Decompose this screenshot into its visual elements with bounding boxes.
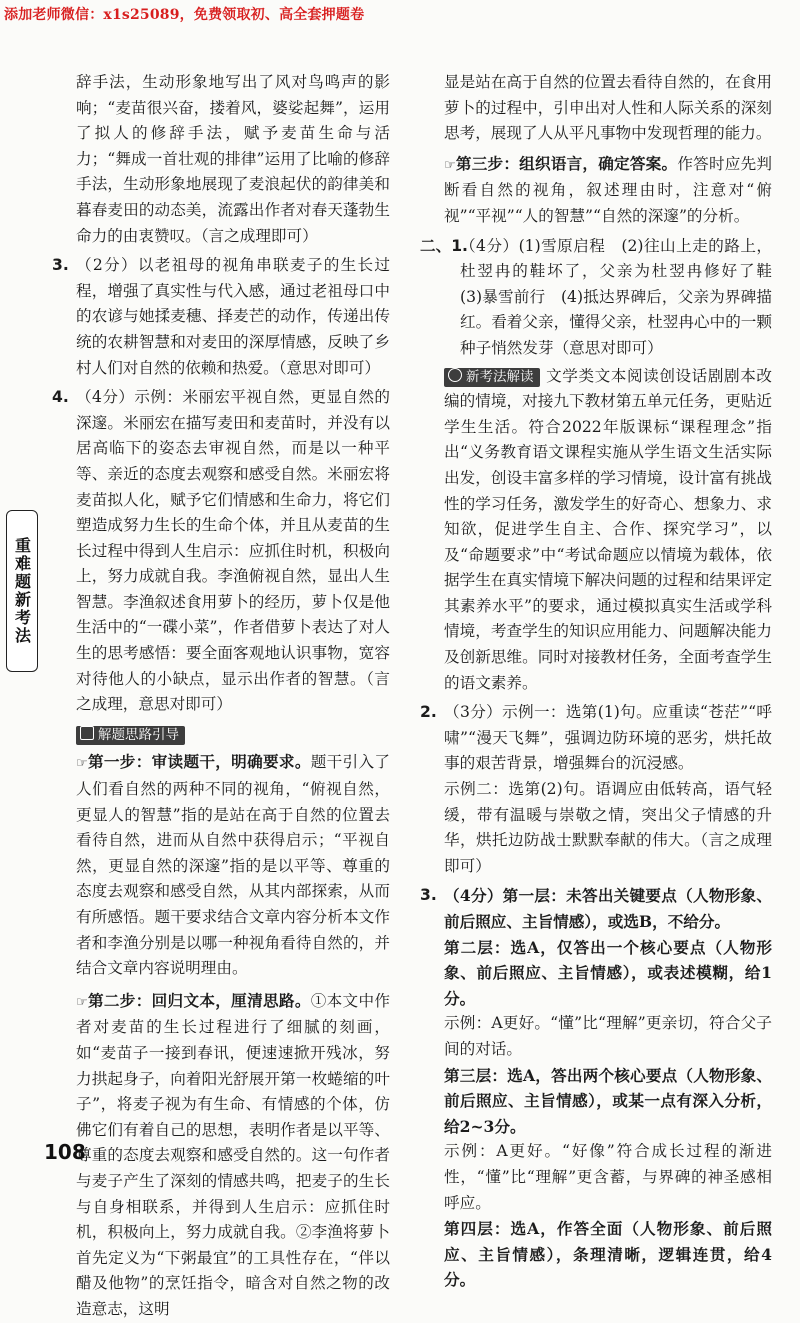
item-text: （4分）(1)雪原启程 (2)往山上走的路上，杜翌冉的鞋坏了，父亲为杜翌冉修好了鞋 (3)暴雪前行 (4)抵达界碑后，父亲为界碑描红。看着父亲，懂得父亲，杜翌冉心中的一颗种子悄然发芽（意思对即可） xyxy=(460,236,788,357)
level-1: （4分）第一层：未答出关键要点（人物形象、前后照应、主旨情感），或选B，不给分。 xyxy=(444,886,772,931)
step-text: 题干引入了人们看自然的两种不同的视角，“俯视自然，更显人的智慧”指的是站在高于自然的位置去看待自然，进而从自然中获得启示；“平视自然，更显自然的深邃”指的是以平等、尊重的态度去观察和感受自然，从其内部探索，从而有所感悟。题干要求结合文章内容分析本文作者和李渔分别是以哪一种视角看待自然的，并结合文章内容说明理由。 xyxy=(76,753,390,978)
section-2-item-1 xyxy=(420,234,788,362)
item-number: 二、1. xyxy=(420,236,468,255)
page-number: 108 xyxy=(44,1140,86,1164)
step-text: ①本文中作者对麦苗的生长过程进行了细腻的刻画，如“麦苗子一接到春讯，便速速掀开残冰，努力拱起身子，向着阳光舒展开第一枚蜷缩的叶子”，将麦子视为有生命、有情感的个体，仿佛它们有着自己的思想，表明作者是以平等、尊重的态度去观察和感受自然的。这一句作者与麦子产生了深刻的情感共鸣，把麦子的生长与自身相联系，并得到人生启示：应抓住时机，积极向上，努力成就自我。②李渔将萝卜首先定义为“下粥最宜”的工具性存在，“伴以醋及他物”的烹饪指令，暗含对自然之物的改造意志，这明 xyxy=(76,991,390,1318)
badge-icon xyxy=(448,368,462,382)
sidebar-tab xyxy=(6,510,38,672)
item-number: 4. xyxy=(52,388,69,407)
level-2: 第二层：选A，仅答出一个核心要点（人物形象、前后照应、主旨情感），或表述模糊，给1分。 xyxy=(444,937,772,1008)
hand-icon: ☞ xyxy=(76,756,88,772)
step-label: 第一步：审读题干，明确要求。 xyxy=(87,752,311,772)
solution-guide-label: 解题思路引导 xyxy=(76,726,185,745)
hand-icon: ☞ xyxy=(76,994,88,1010)
hand-icon: ☞ xyxy=(444,157,456,173)
step-text: 作答时应先判断看自然的视角，叙述理由时，注意对“俯视”“平视”“人的智慧”“自然的深邃”的分析。 xyxy=(444,154,772,225)
step-1 xyxy=(52,749,390,981)
example-2: 示例二：选第(2)句。语调应由低转高，语气轻缓，带有温暖与崇敬之情，突出父子情感的升华，烘托边防战士默默奉献的伟大。（言之成理即可） xyxy=(444,780,772,875)
answer-item-2 xyxy=(420,700,772,879)
left-column xyxy=(52,70,390,1323)
item-number: 2. xyxy=(420,703,437,722)
item-number: 3. xyxy=(52,256,69,275)
step-2-continuation: 显是站在高于自然的位置去看待自然的，在食用萝卜的过程中，引申出对人性和人际关系的深刻思考，展现了人从平凡事物中发现哲理的能力。 xyxy=(444,73,772,143)
level-3-example: 示例：A更好。“好像”符合成长过程的渐进性，“懂”比“理解”更含蓄，与界碑的神圣感相呼应。 xyxy=(444,1142,772,1212)
example-1: （3分）示例一：选第(1)句。应重读“苍茫”“呼啸”“漫天飞舞”，强调边防环境的恶劣，烘托故事的艰苦背景，增强舞台的沉浸感。 xyxy=(444,703,772,773)
right-column xyxy=(420,70,788,1293)
item-text: （2分）以老祖母的视角串联麦子的生长过程，增强了真实性与代入感，通过老祖母口中的农谚与她揉麦穗、择麦芒的动作，传递出传统的农耕智慧和对麦田的深厚情感，反映了乡村人们对自然的依赖和热爱。（意思对即可） xyxy=(76,256,390,377)
new-exam-interpretation xyxy=(420,364,772,697)
new-exam-label: 新考法解读 xyxy=(444,368,540,387)
step-2 xyxy=(52,988,390,1323)
sidebar-tab-label: 重难题新考法 xyxy=(12,537,32,645)
item-text: （4分）示例：米丽宏平视自然，更显自然的深邃。米丽宏在描写麦田和麦苗时，并没有以居高临下的姿态去审视自然，而是以一种平等、亲近的态度去观察和感受自然。米丽宏将麦苗拟人化，赋予它们情感和生命力，将它们塑造成努力生长的生命个体，并且从麦苗的生长过程中得到人生启示：应抓住时机，积极向上，努力成就自我。李渔俯视自然，显出人生智慧。李渔叙述食用萝卜的经历，萝卜仅是他生活中的“一碟小菜”，作者借萝卜表达了对人生的思考感悟：要全面客观地认识事物，宽容对待他人的小缺点，显示出作者的智慧。（言之成理，意思对即可） xyxy=(76,388,390,714)
step-label: 第二步：回归文本，厘清思路。 xyxy=(87,990,311,1010)
answer-item-3 xyxy=(52,253,390,381)
level-4: 第四层：选A，作答全面（人物形象、前后照应、主旨情感），条理清晰，逻辑连贯，给4分。 xyxy=(444,1219,772,1290)
header-note: 添加老师微信：x1s25089，免费领取初、高全套押题卷 xyxy=(4,7,365,23)
item2-continuation: 辞手法，生动形象地写出了风对鸟鸣声的影响；“麦苗很兴奋，搂着风，婆娑起舞”，运用了拟人的修辞手法，赋予麦苗生命与活力；“舞成一首壮观的排律”运用了比喻的修辞手法，生动形象地展现了麦浪起伏的韵律美和暮春麦田的动态美，流露出作者对春天蓬勃生命力的由衷赞叹。（言之成理即可） xyxy=(76,73,390,245)
answer-item-3-right xyxy=(420,883,772,1293)
level-2-example: 示例：A更好。“懂”比“理解”更亲切，符合父子间的对话。 xyxy=(444,1014,772,1058)
interpretation-text: 文学类文本阅读创设话剧剧本改编的情境，对接九下教材第五单元任务，更贴近学生生活。符合2022年版课标“课程理念”指出“义务教育语文课程实施从学生语文生活实际出发，创设丰富多样的学习情境，设计富有挑战性的学习任务，激发学生的好奇心、想象力、求知欲，促进学生自主、合作、探究学习”，以及“命题要求”中“考试命题应以情境为载体，依据学生在真实情境下解决问题的过程和结果评定其素养水平”的要求，通过模拟真实生活或学科情境，考查学生的知识应用能力、问题解决能力及创新思维。同时对接教材任务，全面考查学生的语文素养。 xyxy=(444,366,772,692)
item-number: 3. xyxy=(420,886,437,905)
level-3: 第三层：选A，答出两个核心要点（人物形象、前后照应、主旨情感），或某一点有深入分析，给2~3分。 xyxy=(444,1065,772,1136)
edit-icon xyxy=(80,726,94,740)
step-3 xyxy=(420,151,772,230)
step-label: 第三步：组织语言，确定答案。 xyxy=(455,153,678,173)
answer-item-4 xyxy=(52,385,390,718)
